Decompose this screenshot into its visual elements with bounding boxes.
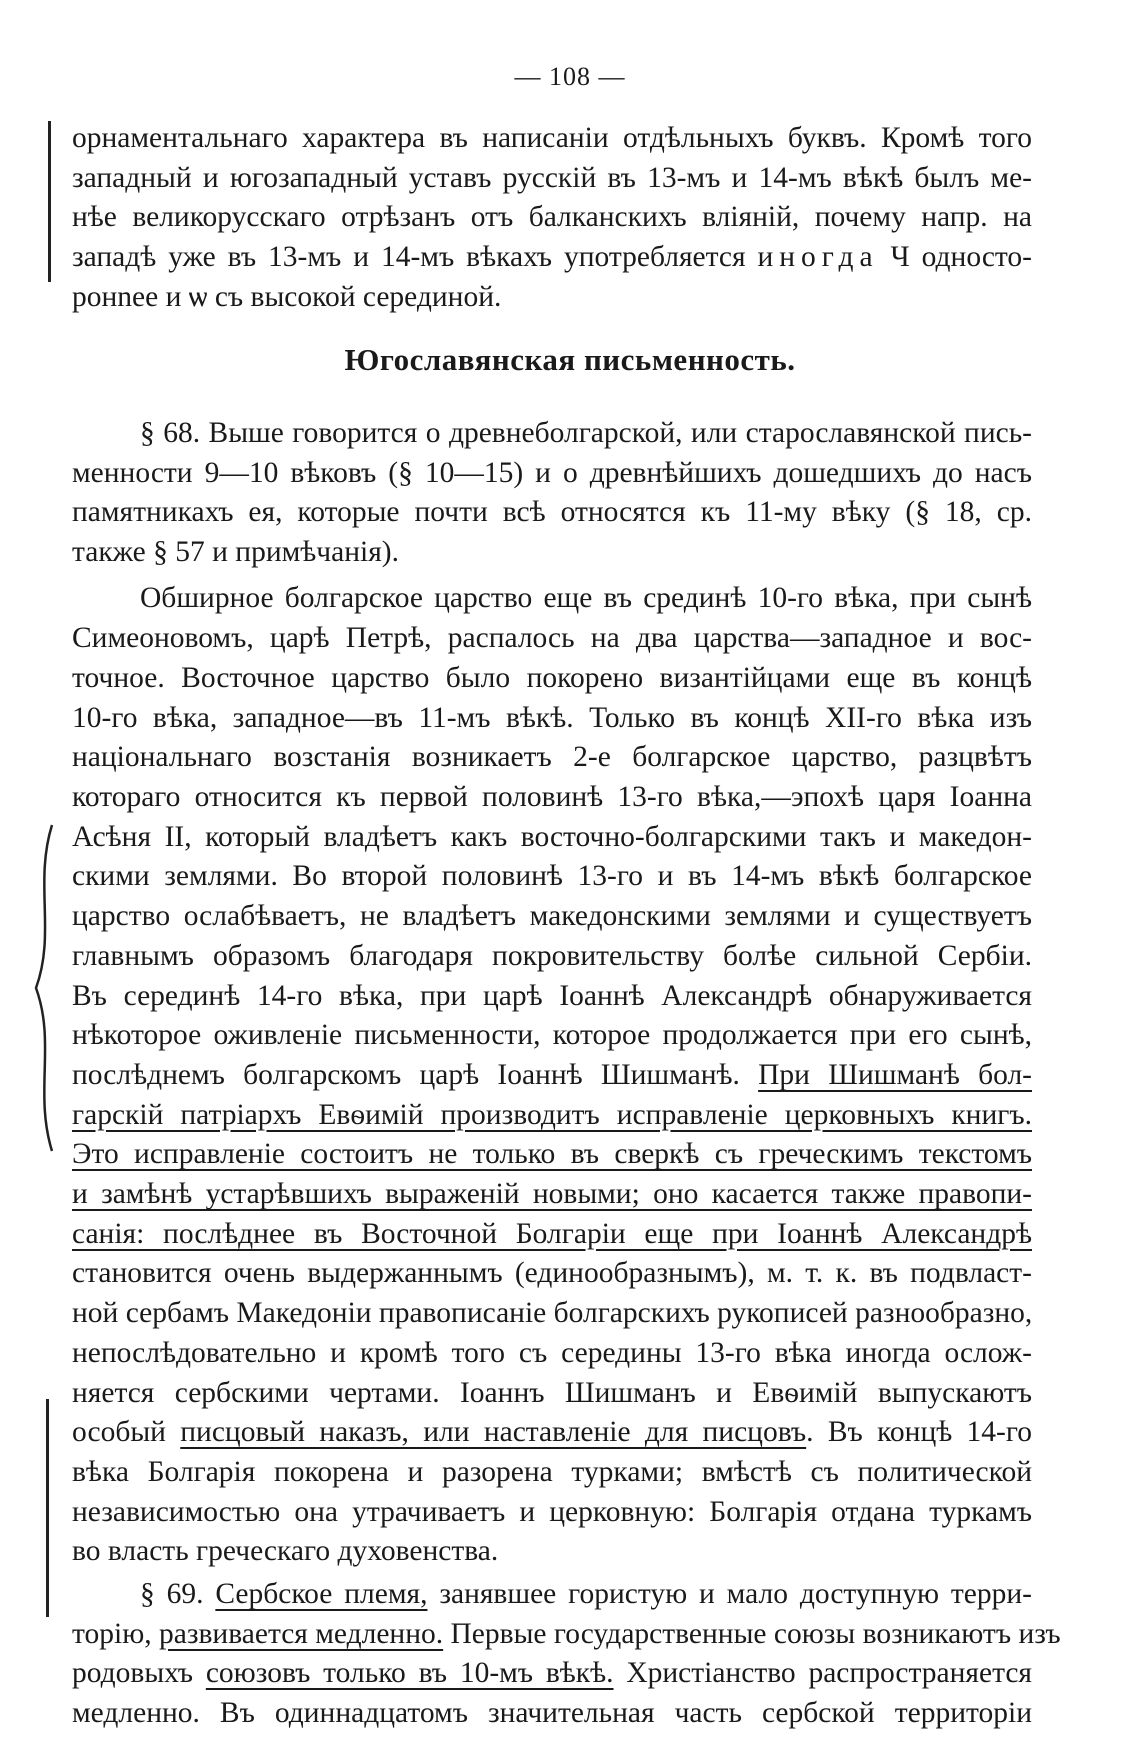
page-number: — 108 — [514,62,626,92]
section-69-line [72,1617,1061,1653]
underlined-phrase: При Шишманѣ бол- [758,1058,1032,1091]
section-68-line: памятникахъ ея, которые почти всѣ относятся къ 11-му вѣку (§ 18, ср. [72,496,1032,529]
main-line: Обширное болгарское царство еще въ срединѣ 10-го вѣка, при сынѣ [140,582,1032,615]
intro-line: ронnee и ѡ съ высокой серединой. [72,280,502,313]
section-69-tail: Первые государственные союзы возникаютъ изъ [443,1617,1061,1650]
intro-line-start: западѣ уже въ 13-мъ и 14-мъ вѣкахъ употребляется [72,241,758,274]
underlined-phrase: развивается медленно. [159,1617,444,1650]
main-line-underlined: и замѣнѣ устарѣвшихъ выраженій новыми; оно касается также правопи- [72,1178,1032,1211]
margin-mark-intro [48,121,51,282]
main-line-underlined: санія: послѣднее въ Восточной Болгаріи еще при Іоаннѣ Александрѣ [72,1217,1032,1250]
section-69-tail: Христіанство распространяется [613,1657,1032,1690]
main-line [72,1058,1032,1094]
main-line: котораго относится къ первой половинѣ 13-го вѣка,—эпохѣ царя Іоанна [72,780,1032,813]
main-line: няется сербскими чертами. Іоаннъ Шишманъ и Евѳимій выпускаютъ [72,1376,1032,1409]
section-69-start: родовыхъ [72,1657,206,1690]
intro-line: западный и югозападный уставъ русскій въ 13-мъ и 14-мъ вѣкѣ былъ ме- [72,161,1032,194]
intro-spaced-word: иногда [757,241,879,274]
main-line: во власть греческаго духовенства. [72,1535,499,1568]
main-line-tail: . Въ концѣ 14-го [806,1416,1032,1449]
intro-line: нѣе великорусскаго отрѣзанъ отъ балканскихъ вліяній, почему напр. на [72,201,1032,234]
main-line: національнаго возстанія возникаетъ 2-е болгарское царство, разцвѣтъ [72,741,1032,774]
section-68-line: менности 9—10 вѣковъ (§ 10—15) и о древнѣйшихъ дошедшихъ до насъ [72,456,1032,489]
section-69-tail: занявшее гористую и мало доступную терри- [427,1577,1033,1610]
main-line: Симеоновомъ, царѣ Петрѣ, распалось на два царства—западное и вос- [72,622,1032,655]
section-69-line [140,1577,1032,1613]
intro-line-tail: Ч односто- [878,241,1032,274]
main-line: точное. Восточное царство было покорено византійцами еще въ концѣ [72,661,1032,694]
underlined-phrase: союзовъ только въ 10-мъ вѣкѣ. [205,1657,614,1690]
main-line: ной сербамъ Македоніи правописаніе болгарскихъ рукописей разнообразно, [72,1297,1033,1330]
main-line: главнымъ образомъ благодаря покровительству болѣе сильной Сербіи. [72,939,1032,972]
main-line: вѣка Болгарія покорена и разорена турками; вмѣстѣ съ политической [72,1455,1032,1488]
section-69-start: торію, [72,1617,159,1650]
section-heading: Югославянская письменность. [344,342,796,378]
intro-line: орнаментальнаго характера въ написаніи отдѣльныхъ буквъ. Кромѣ того [72,122,1032,154]
main-line: Асѣня II, который владѣетъ какъ восточно-болгарскими такъ и македон- [72,820,1032,853]
main-line: нѣкоторое оживленіе письменности, которое продолжается при его сынѣ, [72,1019,1032,1052]
margin-mark-section-69 [46,1399,49,1616]
section-68-line: § 68. Выше говорится о древнеболгарской, или старославянской пись- [140,416,1032,449]
main-line-start: послѣднемъ болгарскомъ царѣ Іоаннѣ Шишманѣ. [72,1058,759,1091]
section-69-line [72,1656,1032,1692]
main-line-underlined: Это исправленіе состоитъ не только въ сверкѣ съ греческимъ текстомъ [72,1138,1032,1171]
main-line [72,1415,1032,1451]
main-line: царство ослабѣваетъ, не владѣетъ македонскими землями и существуетъ [72,900,1032,933]
intro-line [72,240,1032,276]
main-line: 10-го вѣка, западное—въ 11-мъ вѣкѣ. Только въ концѣ XII-го вѣка изъ [72,701,1032,734]
main-line: Въ серединѣ 14-го вѣка, при царѣ Іоаннѣ Александрѣ обнаруживается [72,979,1032,1012]
main-line-underlined: гарскій патріархъ Евѳимій производитъ исправленіе церковныхъ книгъ. [72,1098,1032,1131]
main-line: скими землями. Во второй половинѣ 13-го и въ 14-мъ вѣкѣ болгарское [72,860,1032,893]
main-line: непослѣдовательно и кромѣ того съ середины 13-го вѣка иногда ослож- [72,1336,1032,1369]
section-69-line: медленно. Въ одиннадцатомъ значительная часть сербской территоріи [72,1697,1032,1730]
section-69-start: § 69. [140,1577,216,1610]
margin-brace-mark [30,823,60,1153]
main-line-start: особый [72,1416,181,1449]
main-line: независимостью она утрачиваетъ и церковную: Болгарія отдана туркамъ [72,1495,1032,1528]
underlined-phrase: писцовый наказъ, или наставленіе для писцовъ [180,1416,807,1449]
section-68-line: также § 57 и примѣчанія). [72,536,399,569]
main-line: становится очень выдержаннымъ (единообразнымъ), м. т. к. въ подвласт- [72,1257,1032,1290]
underlined-phrase: Сербское племя, [215,1577,428,1610]
